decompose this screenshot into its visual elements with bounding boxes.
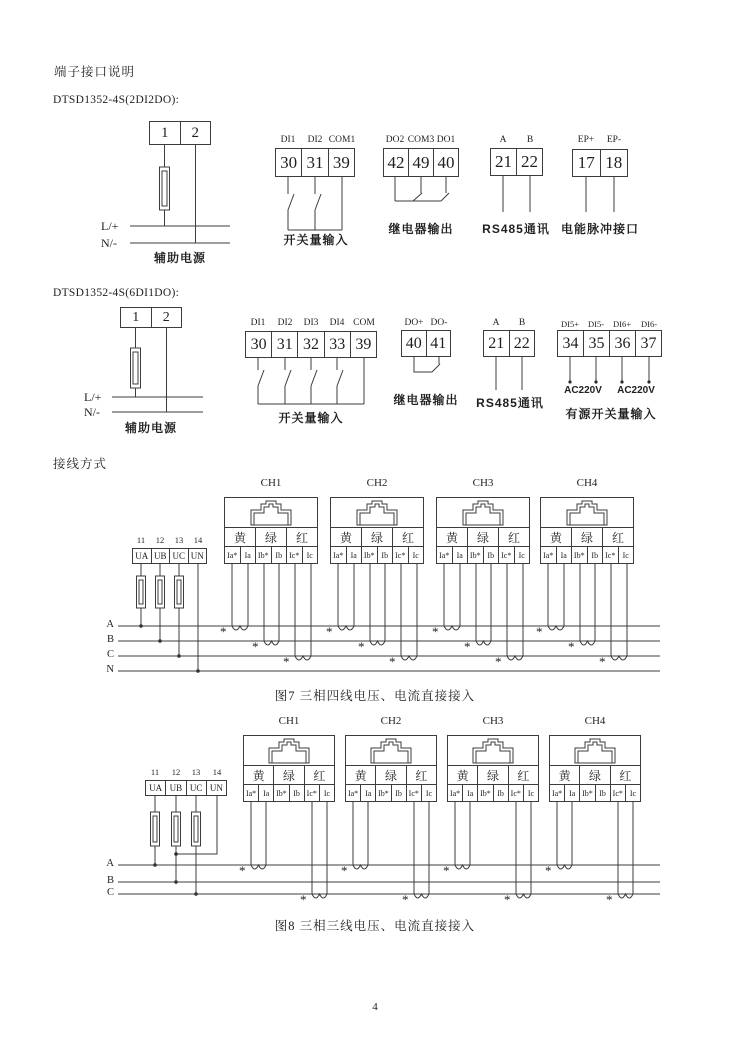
terminal-cell: UA — [146, 781, 166, 795]
ct-terminal-row — [437, 547, 529, 563]
wiring-heading: 接线方式 — [53, 457, 108, 471]
volt-terminal-number: 11 — [136, 535, 146, 545]
connector-slot — [437, 498, 529, 528]
terminal-cell: 18 — [605, 153, 623, 172]
ct-terminal: Ia* — [331, 547, 347, 563]
terminal-cell: 40 — [437, 152, 455, 172]
color-label: 绿 — [468, 528, 499, 546]
volt-terminal-number: 11 — [150, 767, 160, 777]
aux1-wires — [130, 145, 230, 243]
ct-terminal-row — [225, 547, 317, 563]
connector-slot — [448, 736, 538, 766]
ct-terminal: Ib — [596, 785, 611, 801]
terminal-cell: 30 — [276, 149, 302, 176]
terminal-header: A — [499, 135, 507, 145]
phase-label: B — [106, 634, 114, 645]
ct-terminal: Ic* — [393, 547, 409, 563]
terminal-cell: 17 — [573, 150, 601, 176]
ct-polarity-mark: * — [239, 863, 246, 878]
channel-title: CH1 — [278, 715, 300, 727]
terminal-cell: UN — [190, 551, 204, 561]
ep-terminal-box — [572, 149, 628, 177]
ct-color-row — [346, 766, 436, 785]
fig8-bus-lines — [118, 865, 660, 894]
terminal-cell: 37 — [640, 334, 657, 352]
rs485a-terminal-box — [490, 148, 543, 176]
fig7-ch2-block — [330, 497, 424, 564]
di2-group-label: 开关量输入 — [283, 233, 349, 247]
aux2-terminal-box — [120, 307, 182, 328]
ct-terminal: Ic* — [499, 547, 515, 563]
do1-terminal-box — [401, 330, 451, 357]
di6-terminal-box — [245, 331, 377, 358]
terminal-cell: 41 — [430, 334, 447, 352]
color-label: 绿 — [580, 766, 610, 784]
connector-slot — [541, 498, 633, 528]
ct-terminal: Ia — [453, 547, 469, 563]
ct-polarity-mark: * — [389, 654, 396, 669]
ct-color-row — [331, 528, 423, 547]
ep-wires — [586, 177, 614, 212]
ct-polarity-mark: * — [341, 863, 348, 878]
ct-terminal: Ic* — [603, 547, 619, 563]
ct-terminal: Ib — [290, 785, 305, 801]
terminal-header: EP- — [606, 135, 622, 145]
ct-terminal: Ia — [565, 785, 580, 801]
terminal-cell: 31 — [302, 149, 328, 176]
ct-terminal: Ib — [484, 547, 500, 563]
rj45-connector-icon — [267, 738, 311, 764]
ct-terminal: Ia* — [541, 547, 557, 563]
ct-terminal: Ib* — [468, 547, 484, 563]
ct-terminal: Ib* — [572, 547, 588, 563]
color-label: 红 — [517, 768, 530, 783]
terminal-cell: 21 — [484, 331, 510, 356]
color-label: 黄 — [346, 766, 376, 784]
color-label: 红 — [611, 530, 624, 545]
ct-terminal: Ia* — [448, 785, 463, 801]
phase-label: N — [106, 664, 114, 675]
ct-terminal: Ic* — [305, 785, 320, 801]
terminal-header: DO- — [430, 318, 448, 328]
fig8-ch3-block — [447, 735, 539, 802]
color-label: 黄 — [541, 528, 572, 546]
ct-terminal: Ia — [463, 785, 478, 801]
aux2-group-label: 辅助电源 — [124, 421, 178, 435]
terminal-cell: UC — [170, 549, 189, 563]
rj45-connector-icon — [573, 738, 617, 764]
channel-title: CH3 — [472, 477, 494, 489]
rs485a-wires — [503, 176, 530, 212]
fig8-voltage-terminal-box — [145, 780, 227, 796]
do2-terminal-box — [383, 148, 459, 177]
line-label-n: N/- — [84, 405, 100, 419]
aux1-group-label: 辅助电源 — [153, 251, 207, 265]
phase-label: A — [106, 858, 114, 869]
ct-terminal: Ia* — [437, 547, 453, 563]
rj45-connector-icon — [565, 500, 609, 526]
ct-terminal: Ic* — [611, 785, 626, 801]
terminal-cell: 1 — [150, 122, 181, 144]
ct-color-row — [448, 766, 538, 785]
ct-terminal: Ib* — [362, 547, 378, 563]
page-title: 端子接口说明 — [54, 65, 136, 79]
ct-terminal: Ia* — [550, 785, 565, 801]
terminal-cell: 34 — [558, 331, 584, 356]
volt-terminal-number: 12 — [155, 535, 165, 545]
ct-terminal-row — [346, 785, 436, 801]
channel-title: CH2 — [380, 715, 402, 727]
ct-terminal: Ic — [412, 550, 419, 560]
di2-terminal-box — [275, 148, 355, 177]
ct-terminal: Ib — [588, 547, 604, 563]
color-label: 红 — [415, 768, 428, 783]
terminal-cell: UA — [133, 549, 152, 563]
rs485b-terminal-box — [483, 330, 535, 357]
ct-terminal: Ic — [518, 550, 525, 560]
terminal-cell: UB — [166, 781, 186, 795]
aux2-wires — [112, 328, 203, 412]
terminal-header: COM3 — [407, 135, 435, 145]
terminal-cell: UN — [209, 783, 223, 793]
figure8-caption: 图8 三相三线电压、电流直接接入 — [274, 919, 476, 933]
ct-polarity-mark: * — [283, 654, 290, 669]
terminal-header: B — [518, 318, 526, 328]
ct-terminal-row — [244, 785, 334, 801]
color-label: 黄 — [244, 766, 274, 784]
connector-slot — [244, 736, 334, 766]
terminal-cell: UC — [187, 781, 207, 795]
ac220v-label: AC220V — [617, 385, 655, 396]
terminal-cell: 39 — [332, 152, 350, 172]
ct-terminal: Ib — [272, 547, 288, 563]
terminal-header: DI2 — [307, 135, 323, 145]
ct-polarity-mark: * — [432, 624, 439, 639]
ct-terminal: Ic — [629, 788, 637, 798]
rs485b-wires — [496, 357, 522, 390]
ct-polarity-mark: * — [326, 624, 333, 639]
color-label: 黄 — [331, 528, 362, 546]
ct-polarity-mark: * — [568, 639, 575, 654]
terminal-header: EP+ — [577, 135, 595, 145]
ct-terminal: Ic* — [287, 547, 303, 563]
rj45-connector-icon — [461, 500, 505, 526]
terminal-cell: 42 — [384, 149, 409, 176]
adi-group-label: 有源开关量输入 — [565, 407, 657, 421]
terminal-header: DO2 — [385, 135, 405, 145]
terminal-cell: 22 — [513, 334, 530, 352]
ct-terminal: Ia — [259, 785, 274, 801]
ct-terminal-row — [331, 547, 423, 563]
color-label: 绿 — [362, 528, 393, 546]
ac220v-label: AC220V — [564, 385, 602, 396]
ct-polarity-mark: * — [504, 892, 511, 907]
color-label: 红 — [619, 768, 632, 783]
fig8-ch2-block — [345, 735, 437, 802]
ct-polarity-mark: * — [464, 639, 471, 654]
phase-label: C — [106, 649, 114, 660]
rs485a-group-label: RS485通讯 — [482, 222, 550, 236]
phase-label: B — [106, 875, 114, 886]
channel-title: CH4 — [576, 477, 598, 489]
terminal-header: COM — [353, 318, 375, 328]
phase-label: C — [106, 887, 114, 898]
ct-polarity-mark: * — [443, 863, 450, 878]
ct-color-row — [550, 766, 640, 785]
volt-terminal-number: 14 — [193, 535, 203, 545]
di6-wires — [258, 358, 364, 404]
terminal-header: DI1 — [250, 318, 266, 328]
fig7-ch3-block — [436, 497, 530, 564]
ct-terminal: Ib* — [256, 547, 272, 563]
fig8-voltage-wires — [151, 796, 218, 896]
color-label: 绿 — [572, 528, 603, 546]
terminal-cell: 30 — [246, 332, 272, 357]
ct-polarity-mark: * — [358, 639, 365, 654]
ct-terminal: Ia* — [225, 547, 241, 563]
ct-terminal: Ib* — [580, 785, 595, 801]
color-label: 绿 — [274, 766, 304, 784]
line-label-n: N/- — [101, 236, 117, 250]
aux1-terminal-box — [149, 121, 211, 145]
color-label: 绿 — [376, 766, 406, 784]
terminal-header: DI2 — [277, 318, 293, 328]
ct-terminal: Ib* — [274, 785, 289, 801]
ct-color-row — [244, 766, 334, 785]
do1-group-label: 继电器输出 — [393, 393, 459, 407]
terminal-header: DI6- — [640, 319, 658, 329]
ct-polarity-mark: * — [252, 639, 259, 654]
color-label: 黄 — [448, 766, 478, 784]
ct-terminal: Ib* — [376, 785, 391, 801]
ct-polarity-mark: * — [220, 624, 227, 639]
terminal-header: DI3 — [303, 318, 319, 328]
do2-group-label: 继电器输出 — [388, 222, 454, 236]
color-label: 绿 — [256, 528, 287, 546]
line-label-l: L/+ — [84, 390, 102, 404]
di2-wires — [288, 177, 342, 230]
volt-terminal-number: 14 — [212, 767, 222, 777]
model-line-1: DTSD1352-4S(2DI2DO): — [53, 94, 180, 106]
terminal-header: DI5+ — [560, 319, 580, 329]
figure7-caption: 图7 三相四线电压、电流直接接入 — [274, 689, 476, 703]
terminal-cell: 33 — [325, 332, 351, 357]
adi-terminal-box — [557, 330, 662, 357]
ct-polarity-mark: * — [402, 892, 409, 907]
do1-wires — [414, 357, 440, 372]
terminal-cell: 2 — [191, 124, 199, 141]
terminal-cell: 1 — [121, 308, 152, 327]
ct-terminal: Ia — [241, 547, 257, 563]
fig8-ct-wires — [251, 802, 633, 898]
channel-title: CH4 — [584, 715, 606, 727]
terminal-header: DI4 — [329, 318, 345, 328]
ct-terminal: Ib — [392, 785, 407, 801]
ct-polarity-mark: * — [536, 624, 543, 639]
color-label: 黄 — [225, 528, 256, 546]
ct-terminal: Ic — [622, 550, 629, 560]
ct-terminal: Ic — [323, 788, 331, 798]
terminal-cell: 2 — [162, 309, 170, 325]
terminal-cell: 40 — [402, 331, 427, 356]
di6-group-label: 开关量输入 — [278, 411, 344, 425]
terminal-cell: 49 — [409, 149, 434, 176]
terminal-cell: 31 — [272, 332, 298, 357]
terminal-cell: 36 — [610, 331, 636, 356]
terminal-header: DI6+ — [612, 319, 632, 329]
ct-terminal: Ic* — [509, 785, 524, 801]
ct-terminal: Ic* — [407, 785, 422, 801]
terminal-header: DI5- — [587, 319, 605, 329]
ct-terminal: Ic — [425, 788, 433, 798]
terminal-header: A — [492, 318, 500, 328]
connector-slot — [331, 498, 423, 528]
color-label: 绿 — [478, 766, 508, 784]
ct-polarity-mark: * — [599, 654, 606, 669]
rs485b-group-label: RS485通讯 — [476, 396, 544, 410]
ct-color-row — [225, 528, 317, 547]
terminal-cell: 32 — [298, 332, 324, 357]
ct-terminal: Ia* — [244, 785, 259, 801]
terminal-header: DO+ — [404, 318, 424, 328]
channel-title: CH1 — [260, 477, 282, 489]
page-number: 4 — [372, 1001, 378, 1013]
fig7-voltage-terminal-box — [132, 548, 207, 564]
ct-color-row — [437, 528, 529, 547]
color-label: 红 — [295, 530, 308, 545]
volt-terminal-number: 13 — [174, 535, 184, 545]
terminal-header: DI1 — [280, 135, 296, 145]
ct-terminal: Ia — [361, 785, 376, 801]
ct-terminal: Ia — [557, 547, 573, 563]
ct-terminal: Ic — [306, 550, 313, 560]
ct-terminal-row — [550, 785, 640, 801]
color-label: 黄 — [437, 528, 468, 546]
adi-wires — [568, 357, 650, 384]
ep-group-label: 电能脉冲接口 — [560, 222, 640, 236]
rj45-connector-icon — [355, 500, 399, 526]
terminal-cell: 22 — [521, 152, 538, 171]
terminal-cell: 35 — [584, 331, 610, 356]
connector-slot — [225, 498, 317, 528]
terminal-cell: 21 — [491, 149, 517, 175]
terminal-header: B — [526, 135, 534, 145]
ct-terminal-row — [448, 785, 538, 801]
channel-title: CH2 — [366, 477, 388, 489]
ct-terminal: Ib — [378, 547, 394, 563]
fig7-ch4-block — [540, 497, 634, 564]
fig7-ch1-block — [224, 497, 318, 564]
ct-terminal-row — [541, 547, 633, 563]
ct-polarity-mark: * — [606, 892, 613, 907]
volt-terminal-number: 12 — [171, 767, 181, 777]
do2-wires — [395, 177, 449, 201]
color-label: 红 — [313, 768, 326, 783]
ct-terminal: Ia* — [346, 785, 361, 801]
volt-terminal-number: 13 — [191, 767, 201, 777]
connector-slot — [346, 736, 436, 766]
line-label-l: L/+ — [101, 219, 119, 233]
ct-color-row — [541, 528, 633, 547]
color-label: 红 — [401, 530, 414, 545]
terminal-header: DO1 — [436, 135, 456, 145]
rj45-connector-icon — [471, 738, 515, 764]
ct-terminal: Ia — [347, 547, 363, 563]
rj45-connector-icon — [249, 500, 293, 526]
ct-polarity-mark: * — [300, 892, 307, 907]
terminal-cell: UB — [152, 549, 171, 563]
phase-label: A — [106, 619, 114, 630]
model-line-2: DTSD1352-4S(6DI1DO): — [53, 287, 180, 299]
fig8-ch1-block — [243, 735, 335, 802]
channel-title: CH3 — [482, 715, 504, 727]
ct-terminal: Ib — [494, 785, 509, 801]
fig8-ch4-block — [549, 735, 641, 802]
rj45-connector-icon — [369, 738, 413, 764]
terminal-cell: 39 — [355, 335, 372, 353]
connector-slot — [550, 736, 640, 766]
color-label: 黄 — [550, 766, 580, 784]
color-label: 红 — [507, 530, 520, 545]
ct-terminal: Ib* — [478, 785, 493, 801]
terminal-header: COM1 — [328, 135, 356, 145]
ct-terminal: Ic — [527, 788, 535, 798]
ct-polarity-mark: * — [545, 863, 552, 878]
ct-polarity-mark: * — [495, 654, 502, 669]
